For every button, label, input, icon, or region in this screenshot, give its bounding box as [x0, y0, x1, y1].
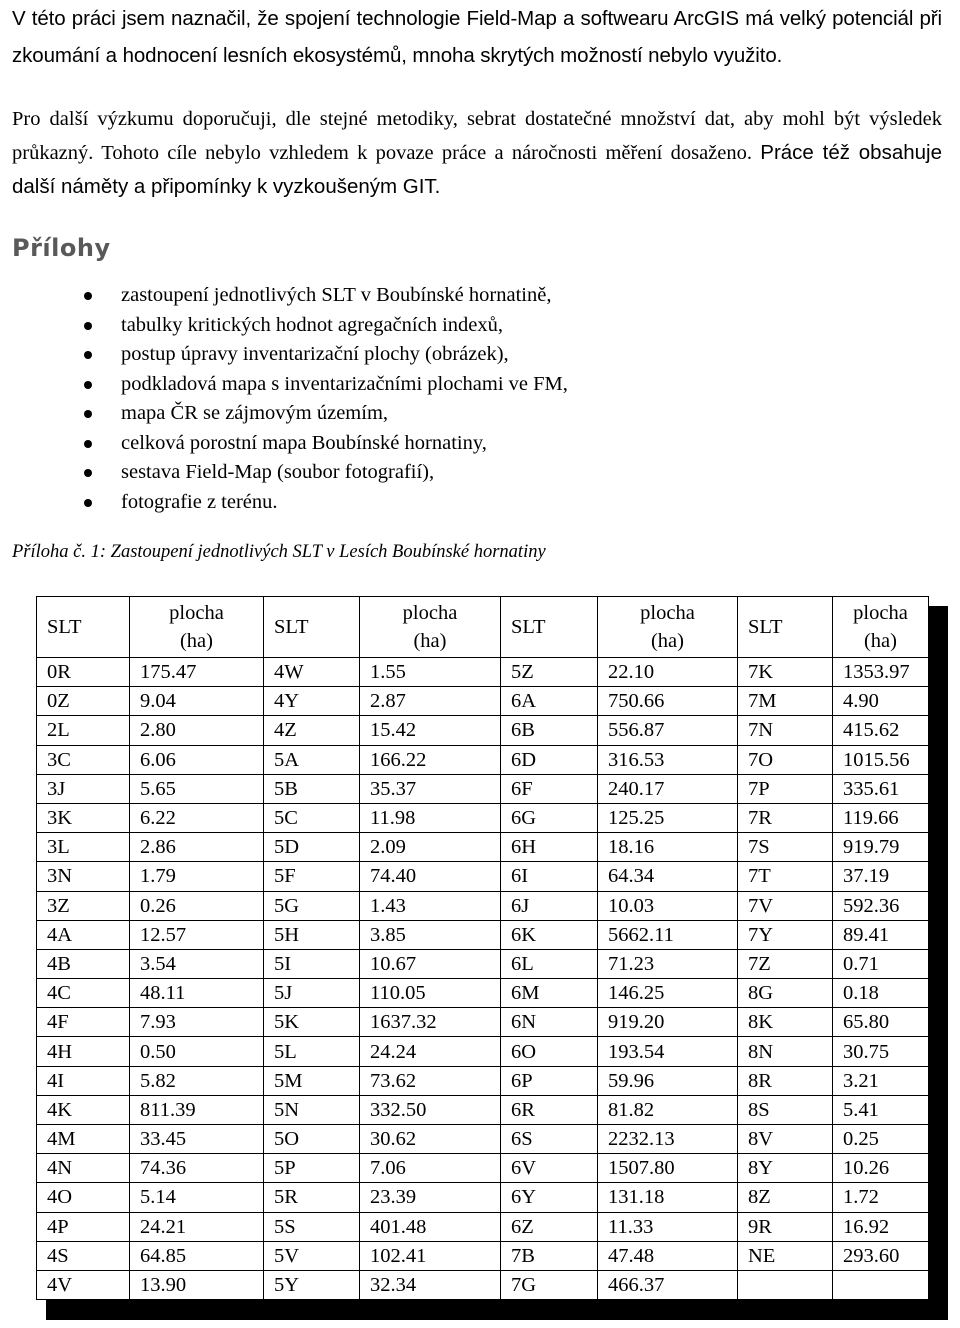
slt-code-cell: 3C [37, 745, 130, 774]
area-value-cell: 30.62 [360, 1125, 501, 1154]
attachment-label: fotografie z terénu. [121, 490, 278, 513]
slt-code-cell: 5N [264, 1095, 360, 1124]
column-header-area-unit: (ha) [413, 630, 447, 652]
area-value-cell: 919.20 [598, 1008, 738, 1037]
slt-code-cell: 7K [738, 658, 833, 687]
column-header-slt: SLT [37, 597, 130, 658]
area-value-cell: 240.17 [598, 774, 738, 803]
attachment-label: celková porostní mapa Boubínské hornatiny, [121, 431, 487, 454]
slt-code-cell: 5H [264, 920, 360, 949]
slt-code-cell: 8Z [738, 1183, 833, 1212]
table-row [37, 658, 929, 687]
attachment-label: tabulky kritických hodnot agregačních indexů, [121, 313, 503, 336]
slt-code-cell: 5M [264, 1066, 360, 1095]
area-value-cell: 2232.13 [598, 1125, 738, 1154]
section-heading-attachments: Přílohy [12, 234, 111, 262]
column-header-slt: SLT [738, 597, 833, 658]
slt-code-cell: 4F [37, 1008, 130, 1037]
slt-code-cell: 4W [264, 658, 360, 687]
area-value-cell: 10.67 [360, 949, 501, 978]
area-value-cell: 11.98 [360, 803, 501, 832]
slt-code-cell: 7Y [738, 920, 833, 949]
slt-code-cell: 5Y [264, 1270, 360, 1299]
area-value-cell: 166.22 [360, 745, 501, 774]
attachment-label: sestava Field-Map (soubor fotografií), [121, 461, 435, 483]
bullet-icon [84, 469, 92, 477]
table-row [37, 862, 929, 891]
area-value-cell: 81.82 [598, 1095, 738, 1124]
attachment-item [0, 340, 568, 370]
attachment-label: podkladová mapa s inventarizačními plochami ve FM, [121, 372, 568, 395]
area-value-cell: 293.60 [833, 1241, 929, 1270]
area-value-cell: 316.53 [598, 745, 738, 774]
slt-code-cell: 7T [738, 862, 833, 891]
slt-code-cell: 6D [501, 745, 598, 774]
table-row [37, 1095, 929, 1124]
slt-code-cell: 6V [501, 1154, 598, 1183]
slt-code-cell: 8V [738, 1125, 833, 1154]
table-row [37, 920, 929, 949]
table-row [37, 1270, 929, 1299]
slt-code-cell: 5Z [501, 658, 598, 687]
area-value-cell: 2.86 [130, 833, 264, 862]
area-value-cell: 10.03 [598, 891, 738, 920]
slt-code-cell: 4C [37, 979, 130, 1008]
table-row [37, 1125, 929, 1154]
recommendation-note: Práce též obsahuje další náměty a připomínky k vyzkoušeným GIT. [12, 141, 942, 198]
slt-code-cell: 4P [37, 1212, 130, 1241]
area-value-cell: 71.23 [598, 949, 738, 978]
area-value-cell: 30.75 [833, 1037, 929, 1066]
column-header-area-label: plocha [640, 602, 695, 624]
slt-code-cell: 6A [501, 687, 598, 716]
area-value-cell: 33.45 [130, 1125, 264, 1154]
slt-code-cell: 6S [501, 1125, 598, 1154]
bullet-icon [84, 351, 92, 359]
area-value-cell: 22.10 [598, 658, 738, 687]
area-value-cell: 3.85 [360, 920, 501, 949]
slt-code-cell: 7S [738, 833, 833, 862]
area-value-cell: 24.24 [360, 1037, 501, 1066]
slt-code-cell: 5R [264, 1183, 360, 1212]
slt-code-cell: 7P [738, 774, 833, 803]
area-value-cell: 131.18 [598, 1183, 738, 1212]
slt-code-cell: 6Y [501, 1183, 598, 1212]
slt-code-cell: 3J [37, 774, 130, 803]
area-value-cell: 3.54 [130, 949, 264, 978]
slt-code-cell: 2L [37, 716, 130, 745]
attachment-item [0, 458, 568, 488]
slt-code-cell: 4K [37, 1095, 130, 1124]
slt-code-cell: 4V [37, 1270, 130, 1299]
slt-code-cell: 7O [738, 745, 833, 774]
slt-code-cell: 5K [264, 1008, 360, 1037]
area-value-cell: 1015.56 [833, 745, 929, 774]
slt-code-cell: 5S [264, 1212, 360, 1241]
area-value-cell: 415.62 [833, 716, 929, 745]
column-header-area-unit: (ha) [863, 630, 897, 652]
area-value-cell: 5662.11 [598, 920, 738, 949]
area-value-cell: 18.16 [598, 833, 738, 862]
table-row [37, 1037, 929, 1066]
area-value-cell: 2.09 [360, 833, 501, 862]
bullet-icon [84, 322, 92, 330]
slt-table-container [36, 596, 929, 1300]
area-value-cell: 146.25 [598, 979, 738, 1008]
table-row [37, 949, 929, 978]
area-value-cell: 47.48 [598, 1241, 738, 1270]
area-value-cell: 5.14 [130, 1183, 264, 1212]
table-row [37, 716, 929, 745]
slt-code-cell: 5V [264, 1241, 360, 1270]
area-value-cell: 37.19 [833, 862, 929, 891]
column-header-area [360, 597, 501, 658]
column-header-slt: SLT [264, 597, 360, 658]
slt-code-cell: 6G [501, 803, 598, 832]
slt-code-cell: 7Z [738, 949, 833, 978]
area-value-cell: 1637.32 [360, 1008, 501, 1037]
column-header-area-label: plocha [402, 602, 458, 624]
slt-code-cell: 3N [37, 862, 130, 891]
column-header-area [833, 597, 929, 658]
table-row [37, 745, 929, 774]
area-value-cell: 335.61 [833, 774, 929, 803]
area-value-cell: 64.34 [598, 862, 738, 891]
attachment-label: postup úpravy inventarizační plochy (obrázek), [121, 343, 509, 365]
slt-code-cell: 5I [264, 949, 360, 978]
column-header-area [598, 597, 738, 658]
table-row [37, 891, 929, 920]
area-value-cell: 1.55 [360, 658, 501, 687]
slt-code-cell: 6K [501, 920, 598, 949]
area-value-cell: 15.42 [360, 716, 501, 745]
area-value-cell: 750.66 [598, 687, 738, 716]
slt-code-cell: 5B [264, 774, 360, 803]
area-value-cell: 7.93 [130, 1008, 264, 1037]
slt-code-cell: 8R [738, 1066, 833, 1095]
area-value-cell [833, 1270, 929, 1299]
slt-code-cell: 4Z [264, 716, 360, 745]
table-row [37, 687, 929, 716]
column-header-area-unit: (ha) [179, 630, 213, 652]
slt-code-cell: 9R [738, 1212, 833, 1241]
area-value-cell: 102.41 [360, 1241, 501, 1270]
area-value-cell: 9.04 [130, 687, 264, 716]
area-value-cell: 6.06 [130, 745, 264, 774]
recommendation-paragraph [12, 102, 942, 204]
table-row [37, 979, 929, 1008]
table-row [37, 1066, 929, 1095]
slt-code-cell: 8S [738, 1095, 833, 1124]
table-caption: Příloha č. 1: Zastoupení jednotlivých SLT v Lesích Boubínské hornatiny [12, 542, 546, 562]
slt-code-cell: 6R [501, 1095, 598, 1124]
area-value-cell: 4.90 [833, 687, 929, 716]
table-row [37, 1212, 929, 1241]
bullet-icon [84, 499, 92, 507]
slt-code-cell: 6O [501, 1037, 598, 1066]
area-value-cell: 73.62 [360, 1066, 501, 1095]
area-value-cell: 0.71 [833, 949, 929, 978]
area-value-cell: 175.47 [130, 658, 264, 687]
area-value-cell: 2.87 [360, 687, 501, 716]
area-value-cell: 0.26 [130, 891, 264, 920]
area-value-cell: 1.43 [360, 891, 501, 920]
column-header-area-label: plocha [853, 602, 908, 624]
table-row [37, 1008, 929, 1037]
slt-code-cell: 5P [264, 1154, 360, 1183]
slt-code-cell: 5O [264, 1125, 360, 1154]
slt-code-cell: 0Z [37, 687, 130, 716]
area-value-cell: 401.48 [360, 1212, 501, 1241]
area-value-cell: 59.96 [598, 1066, 738, 1095]
column-header-area [130, 597, 264, 658]
area-value-cell: 919.79 [833, 833, 929, 862]
area-value-cell: 7.06 [360, 1154, 501, 1183]
slt-code-cell: 5F [264, 862, 360, 891]
table-row [37, 1183, 929, 1212]
attachment-label: zastoupení jednotlivých SLT v Boubínské hornatině, [121, 284, 552, 306]
table-row [37, 1241, 929, 1270]
area-value-cell: 110.05 [360, 979, 501, 1008]
attachment-item [0, 311, 568, 341]
area-value-cell: 23.39 [360, 1183, 501, 1212]
area-value-cell: 89.41 [833, 920, 929, 949]
area-value-cell: 48.11 [130, 979, 264, 1008]
slt-code-cell: 7V [738, 891, 833, 920]
area-value-cell: 592.36 [833, 891, 929, 920]
slt-code-cell: 3K [37, 803, 130, 832]
slt-code-cell: 4Y [264, 687, 360, 716]
slt-code-cell: 7G [501, 1270, 598, 1299]
area-value-cell: 1353.97 [833, 658, 929, 687]
table-row [37, 774, 929, 803]
slt-code-cell: 6I [501, 862, 598, 891]
attachment-item [0, 370, 568, 400]
table-row [37, 1154, 929, 1183]
slt-code-cell: 0R [37, 658, 130, 687]
slt-code-cell: 8Y [738, 1154, 833, 1183]
area-value-cell: 556.87 [598, 716, 738, 745]
slt-code-cell: 7M [738, 687, 833, 716]
slt-code-cell: 8G [738, 979, 833, 1008]
area-value-cell: 64.85 [130, 1241, 264, 1270]
area-value-cell: 0.25 [833, 1125, 929, 1154]
area-value-cell: 5.65 [130, 774, 264, 803]
slt-code-cell: 5L [264, 1037, 360, 1066]
area-value-cell: 1.79 [130, 862, 264, 891]
area-value-cell: 10.26 [833, 1154, 929, 1183]
area-value-cell: 193.54 [598, 1037, 738, 1066]
slt-code-cell: 6Z [501, 1212, 598, 1241]
area-value-cell: 0.50 [130, 1037, 264, 1066]
slt-code-cell: 6N [501, 1008, 598, 1037]
area-value-cell: 11.33 [598, 1212, 738, 1241]
area-value-cell: 811.39 [130, 1095, 264, 1124]
slt-code-cell: 7N [738, 716, 833, 745]
attachment-item [0, 488, 568, 518]
slt-code-cell: 6J [501, 891, 598, 920]
column-header-slt: SLT [501, 597, 598, 658]
area-value-cell: 1.72 [833, 1183, 929, 1212]
area-value-cell: 125.25 [598, 803, 738, 832]
slt-code-cell: 6P [501, 1066, 598, 1095]
area-value-cell: 35.37 [360, 774, 501, 803]
slt-code-cell: 5D [264, 833, 360, 862]
attachments-list [0, 281, 568, 517]
slt-code-cell: 4S [37, 1241, 130, 1270]
slt-code-cell: 4B [37, 949, 130, 978]
bullet-icon [84, 410, 92, 418]
slt-code-cell: 3L [37, 833, 130, 862]
attachment-item [0, 399, 568, 429]
area-value-cell: 3.21 [833, 1066, 929, 1095]
slt-code-cell: 4I [37, 1066, 130, 1095]
slt-code-cell: 5A [264, 745, 360, 774]
slt-code-cell: 4H [37, 1037, 130, 1066]
area-value-cell: 6.22 [130, 803, 264, 832]
area-value-cell: 74.40 [360, 862, 501, 891]
slt-code-cell: 4O [37, 1183, 130, 1212]
area-value-cell: 24.21 [130, 1212, 264, 1241]
column-header-area-label: plocha [169, 602, 224, 624]
attachment-item [0, 429, 568, 459]
area-value-cell: 12.57 [130, 920, 264, 949]
slt-code-cell: 5C [264, 803, 360, 832]
column-header-area-unit: (ha) [650, 630, 684, 652]
slt-code-cell: 6H [501, 833, 598, 862]
slt-code-cell: 5G [264, 891, 360, 920]
area-value-cell: 5.82 [130, 1066, 264, 1095]
slt-code-cell: 8N [738, 1037, 833, 1066]
slt-code-cell: 6M [501, 979, 598, 1008]
slt-code-cell: 6L [501, 949, 598, 978]
slt-code-cell: NE [738, 1241, 833, 1270]
area-value-cell: 332.50 [360, 1095, 501, 1124]
slt-code-cell: 3Z [37, 891, 130, 920]
slt-code-cell: 6F [501, 774, 598, 803]
conclusion-paragraph: V této práci jsem naznačil, že spojení technologie Field-Map a softwearu ArcGIS má velký potenciál při zkoumání a hodnocení lesních ekosystémů, mnoha skrytých možností nebylo využito. [12, 7, 942, 67]
slt-code-cell: 7B [501, 1241, 598, 1270]
table-row [37, 803, 929, 832]
slt-area-table [36, 596, 929, 1300]
recommendation-text: Pro další výzkumu doporučuji, dle stejné metodiky, sebrat dostatečné množství dat, aby mohl být výsledek průkazný. Tohoto cíle nebylo vzhledem k povaze práce a náročnosti měření dosaženo. [12, 108, 942, 164]
slt-code-cell [738, 1270, 833, 1299]
slt-code-cell: 4M [37, 1125, 130, 1154]
area-value-cell: 5.41 [833, 1095, 929, 1124]
area-value-cell: 16.92 [833, 1212, 929, 1241]
area-value-cell: 65.80 [833, 1008, 929, 1037]
area-value-cell: 74.36 [130, 1154, 264, 1183]
area-value-cell: 13.90 [130, 1270, 264, 1299]
attachment-label: mapa ČR se zájmovým územím, [121, 402, 389, 424]
slt-code-cell: 8K [738, 1008, 833, 1037]
area-value-cell: 1507.80 [598, 1154, 738, 1183]
table-header-row [37, 597, 929, 658]
bullet-icon [84, 440, 92, 448]
slt-code-cell: 7R [738, 803, 833, 832]
area-value-cell: 32.34 [360, 1270, 501, 1299]
area-value-cell: 466.37 [598, 1270, 738, 1299]
bullet-icon [84, 381, 92, 389]
attachment-item [0, 281, 568, 311]
slt-code-cell: 5J [264, 979, 360, 1008]
slt-code-cell: 4A [37, 920, 130, 949]
bullet-icon [84, 292, 92, 300]
slt-code-cell: 6B [501, 716, 598, 745]
area-value-cell: 0.18 [833, 979, 929, 1008]
table-row [37, 833, 929, 862]
area-value-cell: 2.80 [130, 716, 264, 745]
slt-code-cell: 4N [37, 1154, 130, 1183]
area-value-cell: 119.66 [833, 803, 929, 832]
